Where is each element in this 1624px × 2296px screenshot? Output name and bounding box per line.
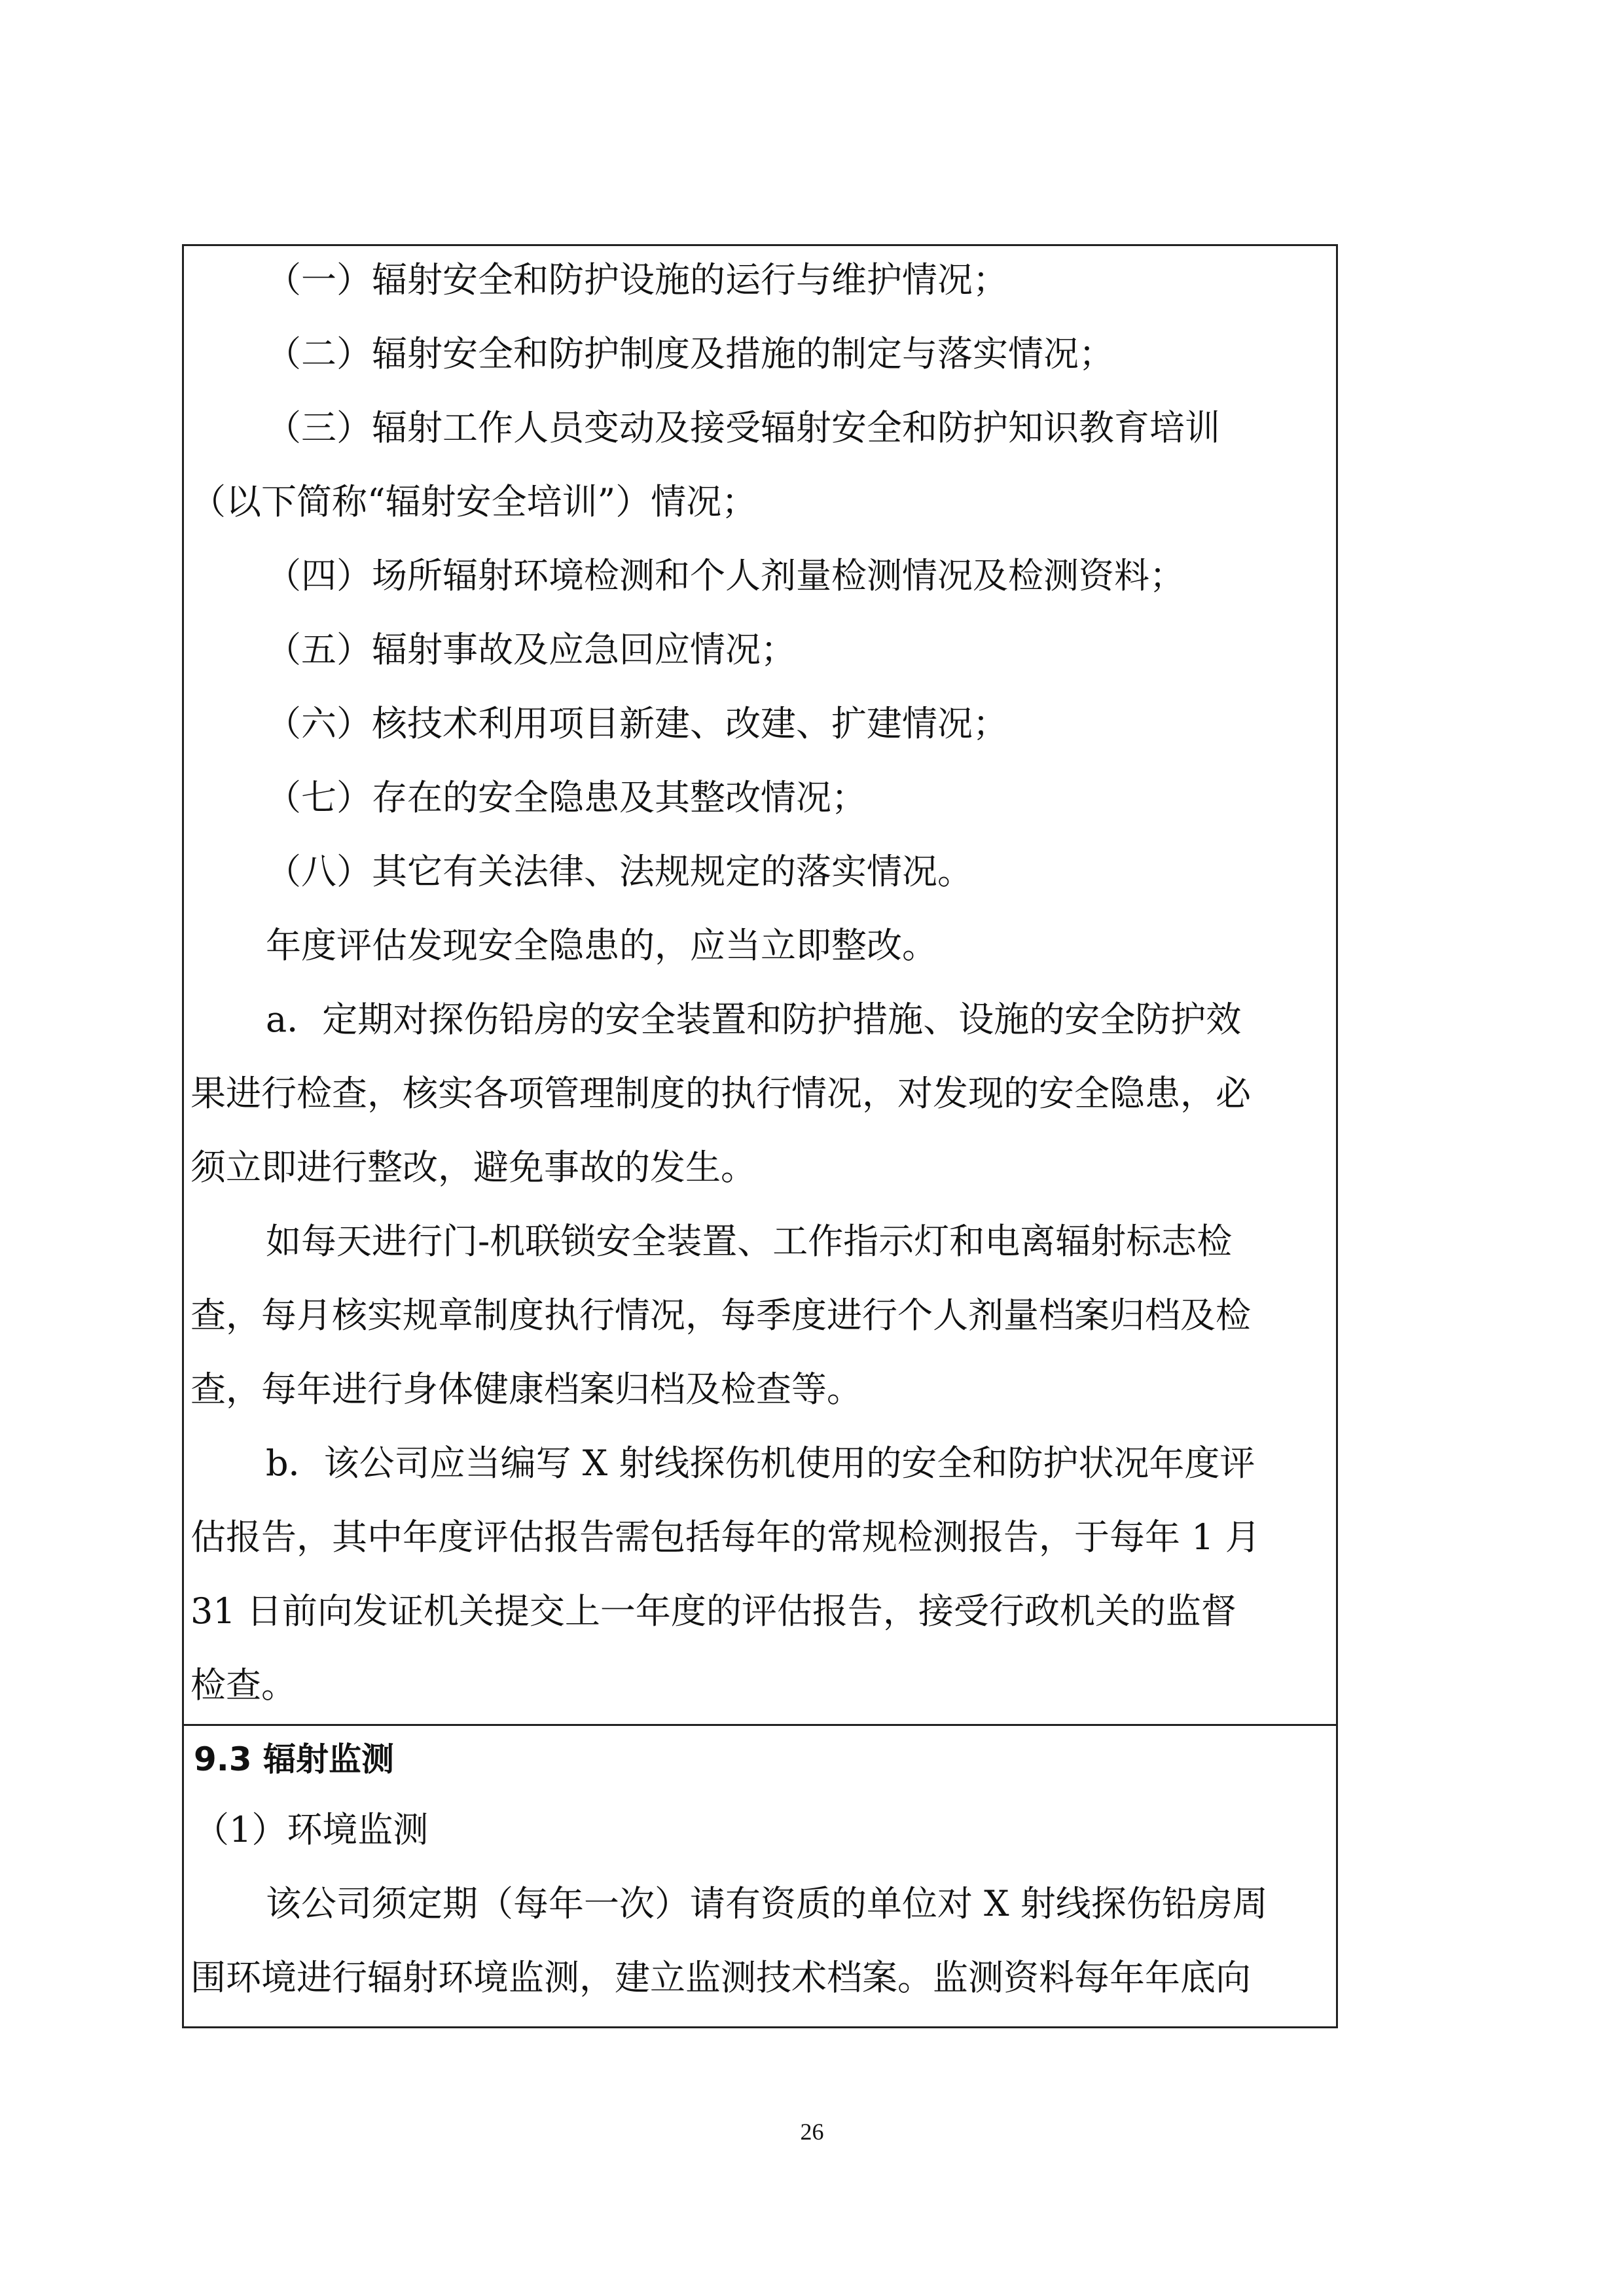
paragraph-b-line-3: 31 日前向发证机关提交上一年度的评估报告，接受行政机关的监督 (190, 1590, 1236, 1632)
paragraph-daily-line-1: 如每天进行门-机联锁安全装置、工作指示灯和电离辐射标志检 (266, 1221, 1233, 1262)
page-number: 26 (800, 2119, 824, 2145)
content-table (182, 244, 1338, 2028)
paragraph-rectify: 年度评估发现安全隐患的，应当立即整改。 (266, 925, 937, 966)
list-item-5: （五）辐射事故及应急回应情况； (266, 629, 796, 670)
paragraph-daily-line-3: 查，每年进行身体健康档案归档及检查等。 (190, 1369, 862, 1410)
paragraph-a-line-3: 须立即进行整改，避免事故的发生。 (190, 1147, 756, 1188)
paragraph-b-line-4: 检查。 (190, 1664, 297, 1706)
paragraph-daily-line-2: 查，每月核实规章制度执行情况，每季度进行个人剂量档案归档及检 (190, 1295, 1251, 1336)
paragraph-b-line-1: b．该公司应当编写 X 射线探伤机使用的安全和防护状况年度评 (266, 1443, 1255, 1484)
table-row-divider (184, 1724, 1336, 1726)
list-item-3: （三）辐射工作人员变动及接受辐射安全和防护知识教育培训 (266, 407, 1220, 448)
section-heading: 9.3 辐射监测 (194, 1740, 394, 1778)
list-item-1: （一）辐射安全和防护设施的运行与维护情况； (266, 259, 1008, 300)
monitoring-paragraph-line-2: 围环境进行辐射环境监测，建立监测技术档案。监测资料每年年底向 (190, 1957, 1251, 1998)
list-item-7: （七）存在的安全隐患及其整改情况； (266, 777, 867, 818)
list-item-8: （八）其它有关法律、法规规定的落实情况。 (266, 851, 973, 892)
list-item-2: （二）辐射安全和防护制度及措施的制定与落实情况； (266, 333, 1114, 374)
paragraph-a-line-2: 果进行检查，核实各项管理制度的执行情况，对发现的安全隐患，必 (190, 1073, 1251, 1114)
list-item-3-cont: （以下简称“辐射安全培训”）情况； (190, 481, 757, 522)
paragraph-a-line-1: a．定期对探伤铅房的安全装置和防护措施、设施的安全防护效 (266, 999, 1242, 1040)
paragraph-b-line-2: 估报告，其中年度评估报告需包括每年的常规检测报告，于每年 1 月 (190, 1516, 1261, 1558)
list-item-4: （四）场所辐射环境检测和个人剂量检测情况及检测资料； (266, 555, 1185, 596)
list-item-6: （六）核技术利用项目新建、改建、扩建情况； (266, 703, 1008, 744)
subsection-title: （1）环境监测 (194, 1809, 429, 1850)
monitoring-paragraph-line-1: 该公司须定期（每年一次）请有资质的单位对 X 射线探伤铅房周 (266, 1883, 1268, 1924)
